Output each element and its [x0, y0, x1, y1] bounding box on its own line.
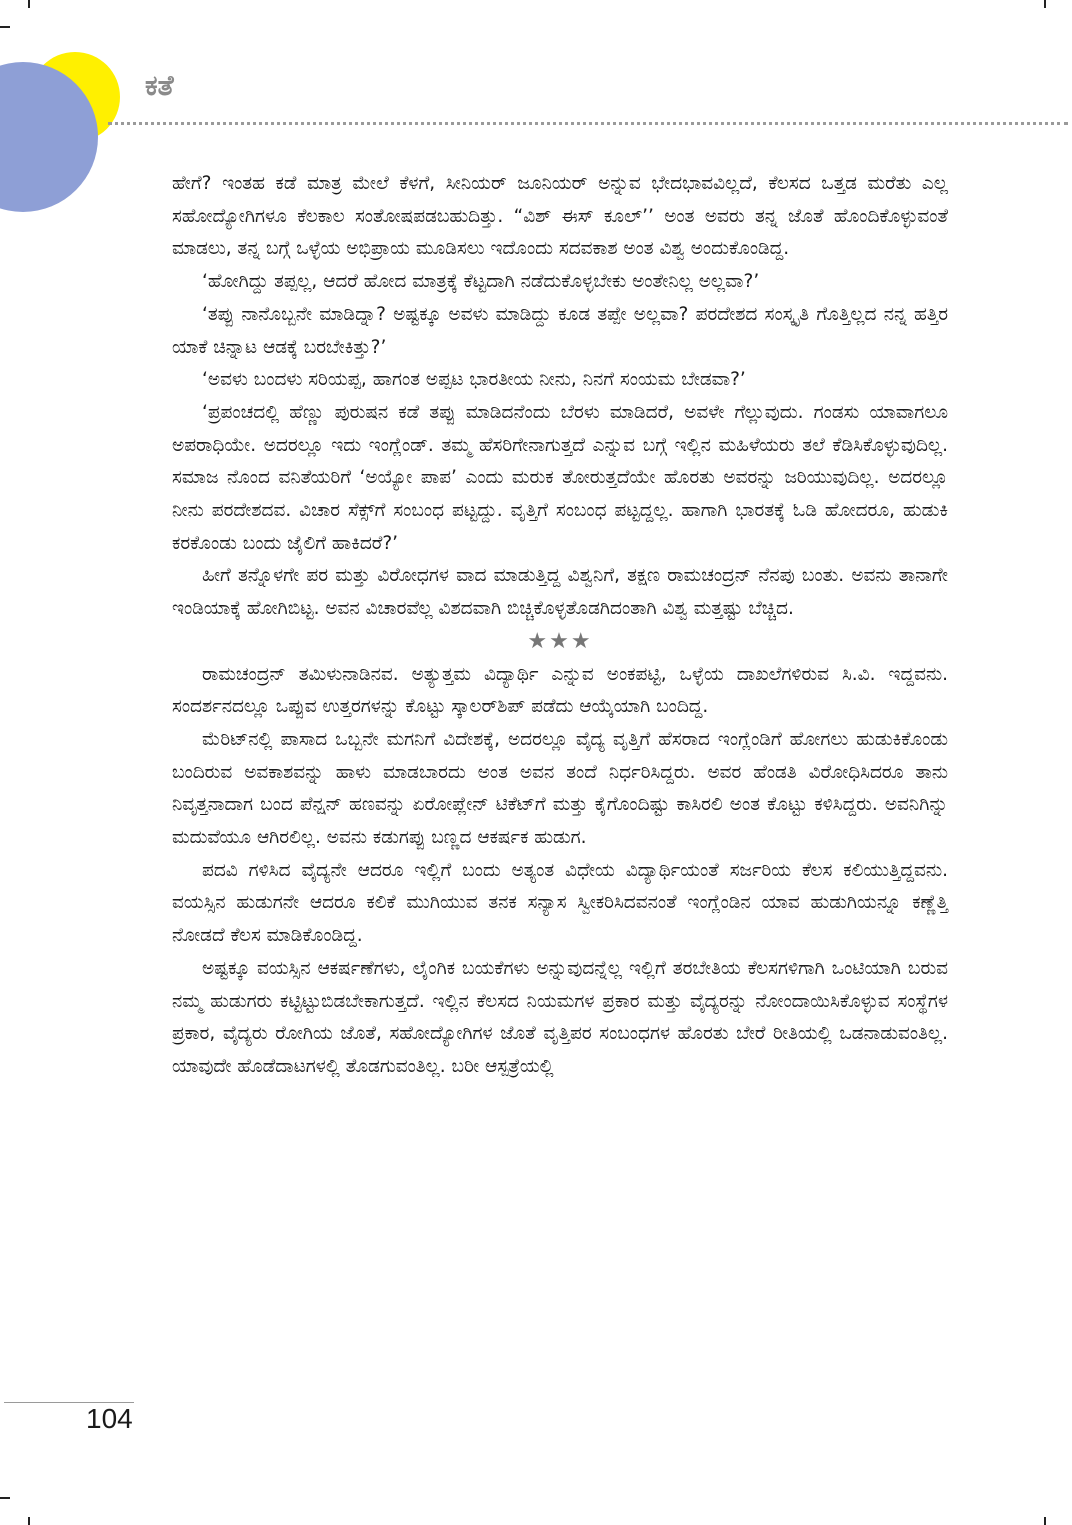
- page-number: 104: [86, 1403, 133, 1434]
- paragraph: ಪದವಿ ಗಳಿಸಿದ ವೈದ್ಯನೇ ಆದರೂ ಇಲ್ಲಿಗೆ ಬಂದು ಅತ್ಯಂತ ವಿಧೇಯ ವಿದ್ಯಾರ್ಥಿಯಂತೆ ಸರ್ಜರಿಯ ಕೆಲಸ ಕಲಿಯುತ್ತಿದ್ದವನು. ವಯಸ್ಸಿನ ಹುಡುಗನೇ ಆದರೂ ಕಲಿಕೆ ಮುಗಿಯುವ ತನಕ ಸನ್ಯಾಸ ಸ್ವೀಕರಿಸಿದವನಂತೆ ಇಂಗ್ಲೆಂಡಿನ ಯಾವ ಹುಡುಗಿಯನ್ನೂ ಕಣ್ಣೆತ್ತಿ ನೋಡದೆ ಕೆಲಸ ಮಾಡಿಕೊಂಡಿದ್ದ.: [172, 859, 948, 947]
- crop-mark-top-left: [0, 26, 10, 28]
- story-body: [172, 168, 948, 1084]
- crop-mark-bottom-left: [0, 1497, 10, 1499]
- paragraph: ‘ತಪ್ಪು ನಾನೊಬ್ಬನೇ ಮಾಡಿದ್ನಾ? ಅಷ್ಟಕ್ಕೂ ಅವಳು ಮಾಡಿದ್ದು ಕೂಡ ತಪ್ಪೇ ಅಲ್ಲವಾ? ಪರದೇಶದ ಸಂಸ್ಕೃತಿ ಗೊತ್ತಿಲ್ಲದ ನನ್ನ ಹತ್ತಿರ ಯಾಕೆ ಚಿನ್ನಾಟ ಆಡಕ್ಕೆ ಬರಬೇಕಿತ್ತು?’: [172, 303, 948, 358]
- crop-mark-bottom-left-vertical: [28, 1517, 30, 1525]
- paragraph: ‘ಹೋಗಿದ್ದು ತಪ್ಪಲ್ಲ, ಆದರೆ ಹೋದ ಮಾತ್ರಕ್ಕೆ ಕೆಟ್ಟದಾಗಿ ನಡೆದುಕೊಳ್ಳಬೇಕು ಅಂತೇನಿಲ್ಲ ಅಲ್ಲವಾ?’: [202, 271, 760, 293]
- section-separator-stars: ★★★: [527, 628, 593, 654]
- crop-mark-top-right: [1044, 0, 1046, 8]
- paragraph: ಹೀಗೆ ತನ್ನೊಳಗೇ ಪರ ಮತ್ತು ವಿರೋಧಗಳ ವಾದ ಮಾಡುತ್ತಿದ್ದ ವಿಶ್ವನಿಗೆ, ತಕ್ಷಣ ರಾಮಚಂದ್ರನ್ ನೆನಪು ಬಂತು. ಅವನು ತಾನಾಗೇ ಇಂಡಿಯಾಕ್ಕೆ ಹೋಗಿಬಿಟ್ಟ. ಅವನ ವಿಚಾರವೆಲ್ಲ ವಿಶದವಾಗಿ ಬಿಚ್ಚಿಕೊಳ್ಳತೊಡಗಿದಂತಾಗಿ ವಿಶ್ವ ಮತ್ತಷ್ಟು ಬೆಚ್ಚಿದ.: [172, 565, 948, 620]
- crop-mark-top-left-vertical: [28, 0, 30, 8]
- header-dotted-rule: [108, 122, 1068, 125]
- paragraph: ಅಷ್ಟಕ್ಕೂ ವಯಸ್ಸಿನ ಆಕರ್ಷಣೆಗಳು, ಲೈಂಗಿಕ ಬಯಕೆಗಳು ಅನ್ನುವುದನ್ನೆಲ್ಲ ಇಲ್ಲಿಗೆ ತರಬೇತಿಯ ಕೆಲಸಗಳಿಗಾಗಿ ಒಂಟಿಯಾಗಿ ಬರುವ ನಮ್ಮ ಹುಡುಗರು ಕಟ್ಟಿಟ್ಟುಬಿಡಬೇಕಾಗುತ್ತದೆ. ಇಲ್ಲಿನ ಕೆಲಸದ ನಿಯಮಗಳ ಪ್ರಕಾರ ಮತ್ತು ವೈದ್ಯರನ್ನು ನೋಂದಾಯಿಸಿಕೊಳ್ಳುವ ಸಂಸ್ಥೆಗಳ ಪ್ರಕಾರ, ವೈದ್ಯರು ರೋಗಿಯ ಜೊತೆ, ಸಹೋದ್ಯೋಗಿಗಳ ಜೊತೆ ವೃತ್ತಿಪರ ಸಂಬಂಧಗಳ ಹೊರತು ಬೇರೆ ರೀತಿಯಲ್ಲಿ ಒಡನಾಡುವಂತಿಲ್ಲ. ಯಾವುದೇ ಹೊಡೆದಾಟಗಳಲ್ಲಿ ತೊಡಗುವಂತಿಲ್ಲ. ಬರೀ ಆಸ್ಪತ್ರೆಯಲ್ಲಿ: [172, 957, 948, 1077]
- paragraph: ರಾಮಚಂದ್ರನ್ ತಮಿಳುನಾಡಿನವ. ಅತ್ಯುತ್ತಮ ವಿದ್ಯಾರ್ಥಿ ಎನ್ನುವ ಅಂಕಪಟ್ಟಿ, ಒಳ್ಳೆಯ ದಾಖಲೆಗಳಿರುವ ಸಿ.ವಿ. ಇದ್ದವನು. ಸಂದರ್ಶನದಲ್ಲೂ ಒಪ್ಪುವ ಉತ್ತರಗಳನ್ನು ಕೊಟ್ಟು ಸ್ಕಾಲರ್‌ಶಿಪ್ ಪಡೆದು ಆಯ್ಕೆಯಾಗಿ ಬಂದಿದ್ದ.: [172, 663, 948, 718]
- paragraph: ‘ಪ್ರಪಂಚದಲ್ಲಿ ಹೆಣ್ಣು ಪುರುಷನ ಕಡೆ ತಪ್ಪು ಮಾಡಿದನೆಂದು ಬೆರಳು ಮಾಡಿದರೆ, ಅವಳೇ ಗೆಲ್ಲುವುದು. ಗಂಡಸು ಯಾವಾಗಲೂ ಅಪರಾಧಿಯೇ. ಅದರಲ್ಲೂ ಇದು ಇಂಗ್ಲೆಂಡ್. ತಮ್ಮ ಹೆಸರಿಗೇನಾಗುತ್ತದೆ ಎನ್ನುವ ಬಗ್ಗೆ ಇಲ್ಲಿನ ಮಹಿಳೆಯರು ತಲೆ ಕೆಡಿಸಿಕೊಳ್ಳುವುದಿಲ್ಲ. ಸಮಾಜ ನೊಂದ ವನಿತೆಯರಿಗೆ ‘ಅಯ್ಯೋ ಪಾಪ’ ಎಂದು ಮರುಕ ತೋರುತ್ತದೆಯೇ ಹೊರತು ಅವರನ್ನು ಜರಿಯುವುದಿಲ್ಲ. ಅದರಲ್ಲೂ ನೀನು ಪರದೇಶದವ. ವಿಚಾರ ಸೆಕ್ಸ್‌ಗೆ ಸಂಬಂಧ ಪಟ್ಟದ್ದು. ವೃತ್ತಿಗೆ ಸಂಬಂಧ ಪಟ್ಟದ್ದಲ್ಲ. ಹಾಗಾಗಿ ಭಾರತಕ್ಕೆ ಓಡಿ ಹೋದರೂ, ಹುಡುಕಿ ಕರಕೊಂಡು ಬಂದು ಜೈಲಿಗೆ ಹಾಕಿದರೆ?’: [172, 401, 948, 554]
- crop-mark-bottom-right: [1044, 1517, 1046, 1525]
- paragraph: ಮೆರಿಟ್‌ನಲ್ಲಿ ಪಾಸಾದ ಒಬ್ಬನೇ ಮಗನಿಗೆ ವಿದೇಶಕ್ಕೆ, ಅದರಲ್ಲೂ ವೈದ್ಯ ವೃತ್ತಿಗೆ ಹೆಸರಾದ ಇಂಗ್ಲೆಂಡಿಗೆ ಹೋಗಲು ಹುಡುಕಿಕೊಂಡು ಬಂದಿರುವ ಅವಕಾಶವನ್ನು ಹಾಳು ಮಾಡಬಾರದು ಅಂತ ಅವನ ತಂದೆ ನಿರ್ಧರಿಸಿದ್ದರು. ಅವರ ಹೆಂಡತಿ ವಿರೋಧಿಸಿದರೂ ತಾನು ನಿವೃತ್ತನಾದಾಗ ಬಂದ ಪೆನ್ಷನ್ ಹಣವನ್ನು ಏರೋಪ್ಲೇನ್ ಟಿಕೆಟ್‌ಗೆ ಮತ್ತು ಕೈಗೊಂದಿಷ್ಟು ಕಾಸಿರಲಿ ಅಂತ ಕೊಟ್ಟು ಕಳಿಸಿದ್ದರು. ಅವನಿಗಿನ್ನು ಮದುವೆಯೂ ಆಗಿರಲಿಲ್ಲ. ಅವನು ಕಡುಗಪ್ಪು ಬಣ್ಣದ ಆಕರ್ಷಕ ಹುಡುಗ.: [172, 728, 948, 849]
- section-title: ಕತೆ: [145, 69, 174, 102]
- paragraph: ‘ಅವಳು ಬಂದಳು ಸರಿಯಪ್ಪ, ಹಾಗಂತ ಅಪ್ಪಟ ಭಾರತೀಯ ನೀನು, ನಿನಗೆ ಸಂಯಮ ಬೇಡವಾ?’: [202, 369, 746, 391]
- paragraph: ಹೇಗೆ? ಇಂತಹ ಕಡೆ ಮಾತ್ರ ಮೇಲೆ ಕೆಳಗೆ, ಸೀನಿಯರ್ ಜೂನಿಯರ್ ಅನ್ನುವ ಭೇದಭಾವವಿಲ್ಲದೆ, ಕೆಲಸದ ಒತ್ತಡ ಮರೆತು ಎಲ್ಲ ಸಹೋದ್ಯೋಗಿಗಳೂ ಕೆಲಕಾಲ ಸಂತೋಷಪಡಬಹುದಿತ್ತು. “ವಿಶ್ ಈಸ್ ಕೂಲ್’’ ಅಂತ ಅವರು ತನ್ನ ಜೊತೆ ಹೊಂದಿಕೊಳ್ಳುವಂತೆ ಮಾಡಲು, ತನ್ನ ಬಗ್ಗೆ ಒಳ್ಳೆಯ ಅಭಿಪ್ರಾಯ ಮೂಡಿಸಲು ಇದೊಂದು ಸದವಕಾಶ ಅಂತ ವಿಶ್ವ ಅಂದುಕೊಂಡಿದ್ದ.: [172, 173, 948, 260]
